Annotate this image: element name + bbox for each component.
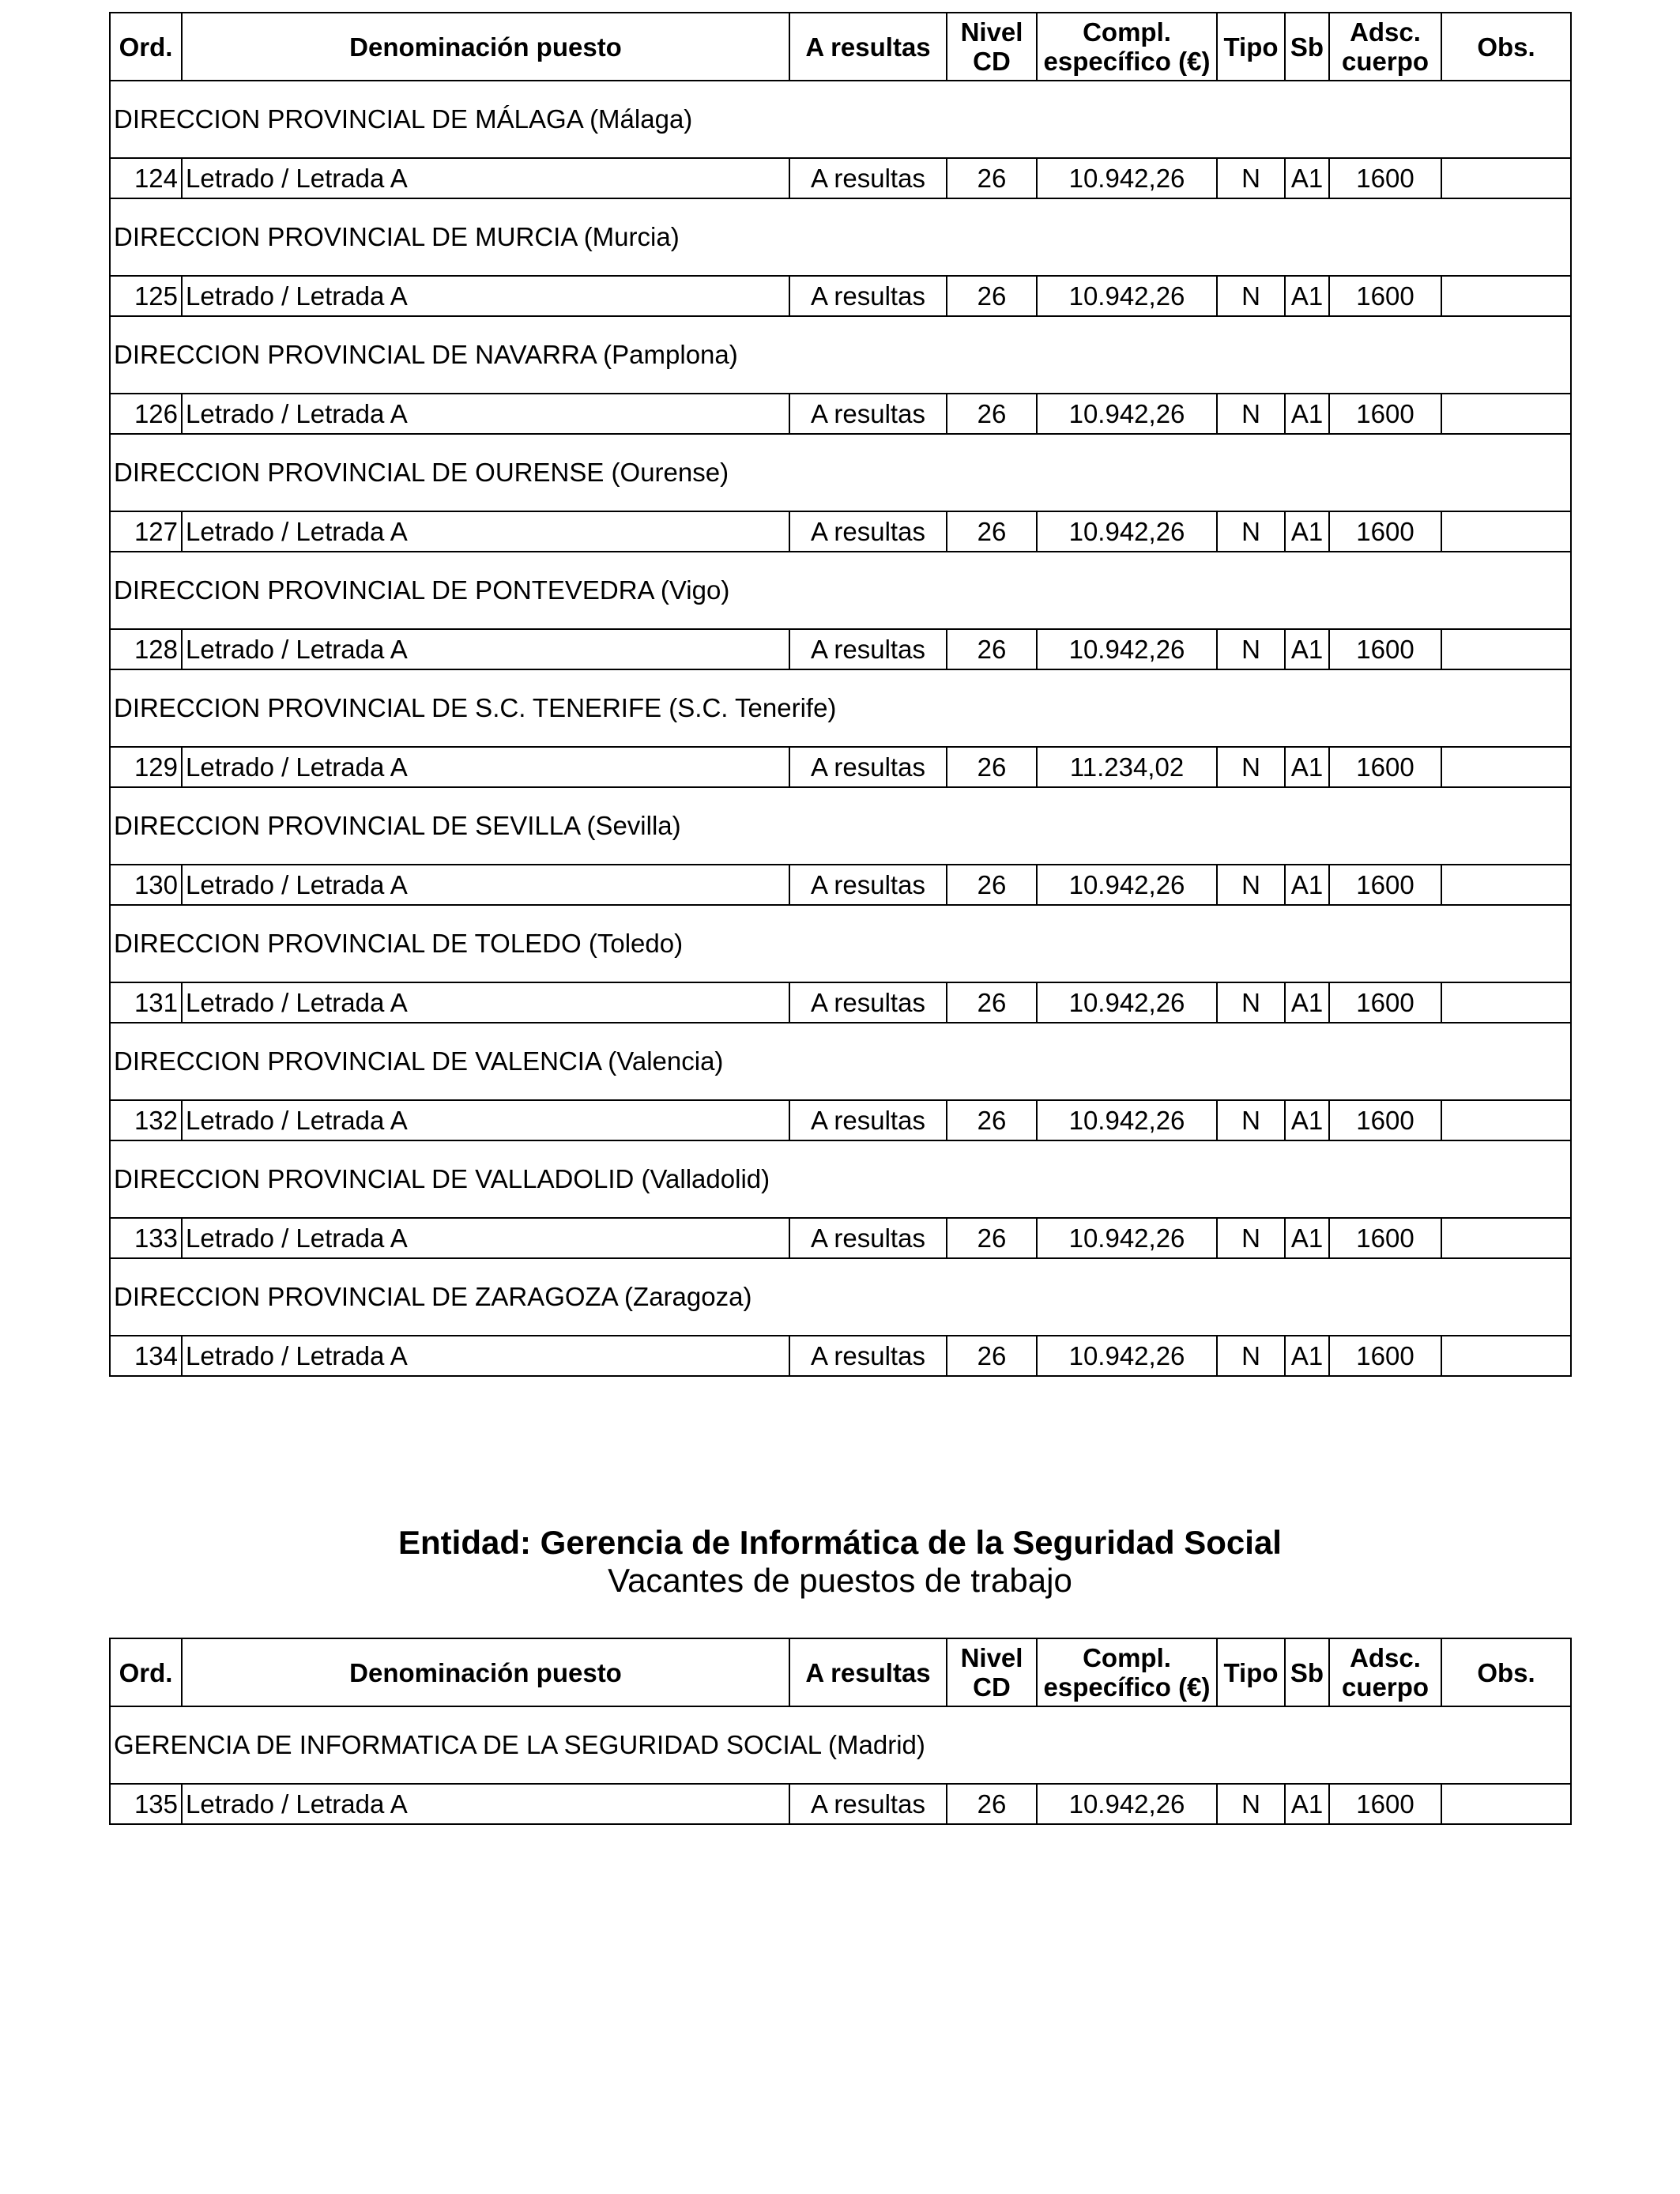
cell-denominacion: Letrado / Letrada A [182, 982, 789, 1023]
cell-adsc: 1600 [1329, 982, 1441, 1023]
section-row [110, 316, 1571, 394]
cell-nivel: 26 [947, 1218, 1037, 1258]
header-adsc-line2: cuerpo [1341, 47, 1430, 76]
cell-tipo: N [1217, 865, 1285, 905]
cell-compl: 10.942,26 [1037, 629, 1217, 669]
cell-tipo: N [1217, 158, 1285, 198]
section-title: DIRECCION PROVINCIAL DE NAVARRA (Pamplona) [110, 316, 1571, 394]
header-nivel-line1: Nivel [960, 17, 1023, 47]
cell-ord: 127 [110, 511, 182, 552]
cell-obs [1441, 1100, 1571, 1140]
table-row [110, 511, 1571, 552]
cell-obs [1441, 511, 1571, 552]
cell-nivel: 26 [947, 158, 1037, 198]
header-denominacion: Denominación puesto [182, 13, 789, 81]
cell-tipo: N [1217, 629, 1285, 669]
section-title: DIRECCION PROVINCIAL DE MÁLAGA (Málaga) [110, 81, 1571, 158]
cell-obs [1441, 1218, 1571, 1258]
header-adsc-line2: cuerpo [1341, 1672, 1430, 1702]
cell-denominacion: Letrado / Letrada A [182, 511, 789, 552]
section-title: DIRECCION PROVINCIAL DE TOLEDO (Toledo) [110, 905, 1571, 982]
table-row [110, 982, 1571, 1023]
section-title: DIRECCION PROVINCIAL DE VALLADOLID (Valladolid) [110, 1140, 1571, 1218]
header-a-resultas: A resultas [789, 13, 947, 81]
cell-compl: 10.942,26 [1037, 1100, 1217, 1140]
cell-ord: 133 [110, 1218, 182, 1258]
cell-ord: 126 [110, 394, 182, 434]
header-a-resultas: A resultas [789, 1638, 947, 1706]
header-nivel [947, 13, 1037, 81]
cell-sb: A1 [1285, 276, 1329, 316]
cell-sb: A1 [1285, 865, 1329, 905]
cell-ord: 128 [110, 629, 182, 669]
cell-a-resultas: A resultas [789, 1100, 947, 1140]
table-header-row [110, 13, 1571, 81]
cell-adsc: 1600 [1329, 629, 1441, 669]
cell-adsc: 1600 [1329, 394, 1441, 434]
cell-sb: A1 [1285, 747, 1329, 787]
section-row [110, 905, 1571, 982]
cell-denominacion: Letrado / Letrada A [182, 865, 789, 905]
cell-sb: A1 [1285, 982, 1329, 1023]
vacancies-table-gerencia [109, 1638, 1572, 1825]
cell-denominacion: Letrado / Letrada A [182, 629, 789, 669]
section-row [110, 81, 1571, 158]
cell-sb: A1 [1285, 1336, 1329, 1376]
header-adsc-line1: Adsc. [1350, 17, 1421, 47]
section-row [110, 1258, 1571, 1336]
cell-obs [1441, 394, 1571, 434]
table-row [110, 629, 1571, 669]
entity-subtitle: Vacantes de puestos de trabajo [608, 1562, 1072, 1599]
cell-sb: A1 [1285, 1784, 1329, 1824]
header-nivel-line2: CD [973, 1672, 1011, 1702]
header-nivel-line1: Nivel [960, 1643, 1023, 1672]
cell-ord: 135 [110, 1784, 182, 1824]
section-title: DIRECCION PROVINCIAL DE S.C. TENERIFE (S.C. Tenerife) [110, 669, 1571, 747]
cell-compl: 10.942,26 [1037, 276, 1217, 316]
section-row [110, 1023, 1571, 1100]
table-body [110, 1706, 1571, 1824]
cell-adsc: 1600 [1329, 511, 1441, 552]
cell-adsc: 1600 [1329, 158, 1441, 198]
header-compl-line2: específico (€) [1043, 47, 1211, 76]
cell-nivel: 26 [947, 1336, 1037, 1376]
cell-obs [1441, 1784, 1571, 1824]
cell-denominacion: Letrado / Letrada A [182, 1336, 789, 1376]
header-obs: Obs. [1441, 1638, 1571, 1706]
header-compl [1037, 1638, 1217, 1706]
cell-adsc: 1600 [1329, 747, 1441, 787]
section-title: GERENCIA DE INFORMATICA DE LA SEGURIDAD SOCIAL (Madrid) [110, 1706, 1571, 1784]
header-sb: Sb [1285, 13, 1329, 81]
cell-sb: A1 [1285, 394, 1329, 434]
cell-denominacion: Letrado / Letrada A [182, 1784, 789, 1824]
table-row [110, 1100, 1571, 1140]
header-adsc [1329, 1638, 1441, 1706]
cell-a-resultas: A resultas [789, 865, 947, 905]
header-sb: Sb [1285, 1638, 1329, 1706]
cell-a-resultas: A resultas [789, 747, 947, 787]
section-title: DIRECCION PROVINCIAL DE OURENSE (Ourense) [110, 434, 1571, 511]
cell-nivel: 26 [947, 629, 1037, 669]
table-row [110, 747, 1571, 787]
header-compl [1037, 13, 1217, 81]
section-title: DIRECCION PROVINCIAL DE ZARAGOZA (Zaragoza) [110, 1258, 1571, 1336]
cell-obs [1441, 1336, 1571, 1376]
cell-nivel: 26 [947, 1784, 1037, 1824]
table-row [110, 394, 1571, 434]
cell-a-resultas: A resultas [789, 1336, 947, 1376]
cell-nivel: 26 [947, 394, 1037, 434]
entity-heading [0, 1524, 1680, 1600]
cell-compl: 10.942,26 [1037, 394, 1217, 434]
table-body [110, 81, 1571, 1376]
cell-tipo: N [1217, 511, 1285, 552]
cell-obs [1441, 865, 1571, 905]
cell-a-resultas: A resultas [789, 276, 947, 316]
cell-sb: A1 [1285, 158, 1329, 198]
cell-compl: 10.942,26 [1037, 511, 1217, 552]
cell-nivel: 26 [947, 1100, 1037, 1140]
header-compl-line2: específico (€) [1043, 1672, 1211, 1702]
section-row [110, 552, 1571, 629]
cell-denominacion: Letrado / Letrada A [182, 747, 789, 787]
cell-obs [1441, 982, 1571, 1023]
cell-a-resultas: A resultas [789, 394, 947, 434]
header-compl-line1: Compl. [1083, 1643, 1171, 1672]
section-row [110, 787, 1571, 865]
header-nivel-line2: CD [973, 47, 1011, 76]
vacancies-table-provincial [109, 12, 1572, 1377]
header-compl-line1: Compl. [1083, 17, 1171, 47]
cell-a-resultas: A resultas [789, 982, 947, 1023]
table-header-row [110, 1638, 1571, 1706]
cell-compl: 10.942,26 [1037, 982, 1217, 1023]
section-row [110, 434, 1571, 511]
cell-obs [1441, 629, 1571, 669]
cell-adsc: 1600 [1329, 865, 1441, 905]
cell-a-resultas: A resultas [789, 629, 947, 669]
cell-a-resultas: A resultas [789, 1784, 947, 1824]
cell-tipo: N [1217, 1100, 1285, 1140]
section-title: DIRECCION PROVINCIAL DE PONTEVEDRA (Vigo) [110, 552, 1571, 629]
cell-ord: 124 [110, 158, 182, 198]
cell-compl: 10.942,26 [1037, 158, 1217, 198]
cell-tipo: N [1217, 1336, 1285, 1376]
cell-nivel: 26 [947, 747, 1037, 787]
cell-tipo: N [1217, 1784, 1285, 1824]
table-row [110, 1784, 1571, 1824]
section-row [110, 1706, 1571, 1784]
cell-sb: A1 [1285, 1100, 1329, 1140]
header-nivel [947, 1638, 1037, 1706]
cell-compl: 11.234,02 [1037, 747, 1217, 787]
cell-denominacion: Letrado / Letrada A [182, 394, 789, 434]
header-ord: Ord. [110, 1638, 182, 1706]
section-row [110, 1140, 1571, 1218]
section-row [110, 198, 1571, 276]
cell-ord: 129 [110, 747, 182, 787]
header-ord: Ord. [110, 13, 182, 81]
cell-tipo: N [1217, 1218, 1285, 1258]
section-title: DIRECCION PROVINCIAL DE SEVILLA (Sevilla) [110, 787, 1571, 865]
cell-a-resultas: A resultas [789, 1218, 947, 1258]
cell-obs [1441, 158, 1571, 198]
cell-ord: 132 [110, 1100, 182, 1140]
header-tipo: Tipo [1217, 1638, 1285, 1706]
table-row [110, 1218, 1571, 1258]
cell-adsc: 1600 [1329, 1100, 1441, 1140]
section-title: DIRECCION PROVINCIAL DE MURCIA (Murcia) [110, 198, 1571, 276]
cell-nivel: 26 [947, 982, 1037, 1023]
cell-adsc: 1600 [1329, 1784, 1441, 1824]
header-obs: Obs. [1441, 13, 1571, 81]
cell-obs [1441, 747, 1571, 787]
header-denominacion: Denominación puesto [182, 1638, 789, 1706]
cell-compl: 10.942,26 [1037, 1784, 1217, 1824]
cell-denominacion: Letrado / Letrada A [182, 276, 789, 316]
cell-compl: 10.942,26 [1037, 1336, 1217, 1376]
cell-ord: 134 [110, 1336, 182, 1376]
cell-ord: 130 [110, 865, 182, 905]
cell-denominacion: Letrado / Letrada A [182, 158, 789, 198]
section-title: DIRECCION PROVINCIAL DE VALENCIA (Valencia) [110, 1023, 1571, 1100]
cell-denominacion: Letrado / Letrada A [182, 1100, 789, 1140]
cell-adsc: 1600 [1329, 1336, 1441, 1376]
cell-compl: 10.942,26 [1037, 865, 1217, 905]
cell-a-resultas: A resultas [789, 511, 947, 552]
table-row [110, 865, 1571, 905]
cell-tipo: N [1217, 747, 1285, 787]
cell-sb: A1 [1285, 629, 1329, 669]
header-tipo: Tipo [1217, 13, 1285, 81]
cell-denominacion: Letrado / Letrada A [182, 1218, 789, 1258]
cell-tipo: N [1217, 982, 1285, 1023]
header-adsc [1329, 13, 1441, 81]
cell-nivel: 26 [947, 865, 1037, 905]
cell-obs [1441, 276, 1571, 316]
entity-title: Entidad: Gerencia de Informática de la Seguridad Social [398, 1524, 1282, 1561]
cell-sb: A1 [1285, 1218, 1329, 1258]
cell-adsc: 1600 [1329, 1218, 1441, 1258]
cell-tipo: N [1217, 394, 1285, 434]
cell-ord: 125 [110, 276, 182, 316]
cell-adsc: 1600 [1329, 276, 1441, 316]
table-row [110, 1336, 1571, 1376]
table-row [110, 158, 1571, 198]
cell-nivel: 26 [947, 276, 1037, 316]
cell-a-resultas: A resultas [789, 158, 947, 198]
section-row [110, 669, 1571, 747]
cell-compl: 10.942,26 [1037, 1218, 1217, 1258]
table-row [110, 276, 1571, 316]
cell-tipo: N [1217, 276, 1285, 316]
header-adsc-line1: Adsc. [1350, 1643, 1421, 1672]
cell-ord: 131 [110, 982, 182, 1023]
cell-nivel: 26 [947, 511, 1037, 552]
cell-sb: A1 [1285, 511, 1329, 552]
